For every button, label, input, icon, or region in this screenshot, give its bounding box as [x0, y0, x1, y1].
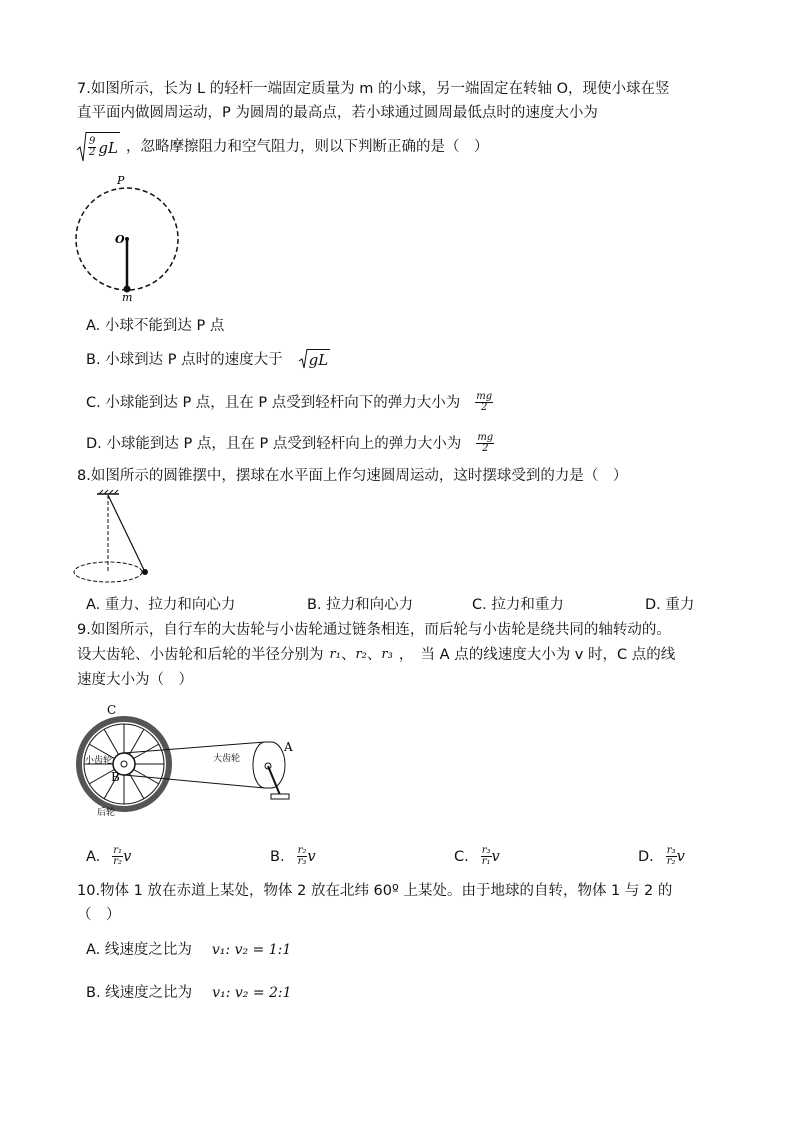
frac-denominator: r₂	[666, 856, 676, 867]
separator: 、	[366, 647, 382, 663]
q10-stem-line1: 10.物体 1 放在赤道上某处，物体 2 放在北纬 60º 上某处。由于地球的自转，物体 1 与 2 的	[77, 883, 673, 899]
frac-denominator: 2	[481, 402, 488, 413]
frac-numerator: r₃	[481, 845, 491, 856]
q7-option-d	[86, 433, 494, 454]
q8-option-c: C. 拉力和重力	[472, 597, 564, 613]
frac-denominator: r₂	[113, 856, 123, 867]
q9-option-c	[454, 846, 500, 867]
q7-stem-line3-text: ，忽略摩擦阻力和空气阻力，则以下判断正确的是（ ）	[125, 139, 489, 155]
q10-option-a	[86, 940, 291, 960]
option-letter: B.	[270, 848, 285, 865]
q10-option-b-text: B. 线速度之比为	[86, 985, 193, 1001]
separator: 、	[340, 647, 356, 663]
q10-stem-line2: （ ）	[77, 907, 121, 923]
q9-option-d	[638, 846, 685, 867]
q7-option-a: A. 小球不能到达 P 点	[86, 318, 225, 334]
q9-line2-post: ， 当 A 点的线速度大小为 v 时，C 点的线	[398, 647, 676, 663]
mass-m-label: m	[122, 291, 133, 304]
q8-stem: 8.如图所示的圆锥摆中，摆球在水平面上作匀速圆周运动，这时摆球受到的力是（ ）	[77, 468, 628, 484]
q7-stem-line3	[77, 132, 488, 162]
q10-option-b	[86, 983, 292, 1003]
q9-option-b	[270, 846, 316, 867]
q8-option-a: A. 重力、拉力和向心力	[86, 597, 236, 613]
point-b-label: B	[111, 770, 120, 784]
sqrt-gl-body: gL	[308, 351, 329, 369]
point-a-label: A	[284, 740, 293, 754]
q7-stem-line1: 7.如图所示，长为 L 的轻杆一端固定质量为 m 的小球，另一端固定在转轴 O，现使小球在竖	[77, 81, 670, 97]
frac-denominator: r₁	[481, 856, 491, 867]
q9-option-a	[86, 846, 131, 867]
q7-option-d-text: D. 小球能到达 P 点，且在 P 点受到轻杆向上的弹力大小为	[86, 435, 462, 452]
r3-symbol: r₃	[381, 647, 393, 662]
q9-line2-pre: 设大齿轮、小齿轮和后轮的半径分别为	[77, 647, 324, 663]
velocity-ratio: v₁: v₂ = 2:1	[212, 985, 292, 1001]
q9-stem-line3: 速度大小为（ ）	[77, 672, 193, 688]
q9-stem-line1: 9.如图所示，自行车的大齿轮与小齿轮通过链条相连，而后轮与小齿轮是绕共同的轴转动的。	[77, 622, 671, 638]
q7-option-c	[86, 392, 493, 413]
q7-option-c-text: C. 小球能到达 P 点，且在 P 点受到轻杆向下的弹力大小为	[86, 394, 461, 411]
sqrt-expression	[77, 132, 120, 162]
point-c-label: C	[107, 703, 117, 717]
velocity-ratio: v₁: v₂ = 1:1	[211, 942, 292, 958]
r2-symbol: r₂	[355, 647, 367, 662]
frac-numerator: mg	[477, 432, 494, 443]
sqrt-tail: gL	[98, 138, 118, 157]
q8-option-d: D. 重力	[645, 597, 695, 613]
small-gear-label: 小齿轮	[85, 756, 113, 766]
option-letter: C.	[454, 848, 469, 865]
point-p-label: P	[117, 174, 125, 187]
frac-denominator: 2	[482, 443, 489, 454]
frac-numerator: r₂	[297, 845, 307, 856]
option-letter: A.	[86, 848, 101, 865]
sqrt-gl	[299, 349, 331, 370]
conical-pendulum-figure	[72, 490, 162, 590]
q7-circle-figure	[70, 170, 180, 304]
point-o-label: O	[115, 233, 125, 246]
velocity-symbol: v	[123, 848, 132, 865]
rear-wheel-label: 后轮	[97, 808, 116, 818]
q7-option-b-text: B. 小球到达 P 点时的速度大于	[86, 351, 283, 368]
velocity-symbol: v	[676, 848, 685, 865]
frac-numerator: 9	[89, 136, 96, 147]
velocity-symbol: v	[307, 848, 316, 865]
q8-option-b: B. 拉力和向心力	[307, 597, 414, 613]
bicycle-gear-figure	[75, 700, 305, 825]
velocity-symbol: v	[491, 848, 500, 865]
option-letter: D.	[638, 848, 654, 865]
frac-denominator: r₃	[297, 856, 307, 867]
q10-option-a-text: A. 线速度之比为	[86, 942, 192, 958]
frac-numerator: mg	[476, 391, 493, 402]
q7-option-b	[86, 349, 330, 370]
q9-stem-line2	[77, 645, 675, 665]
big-gear-label: 大齿轮	[213, 754, 241, 764]
frac-numerator: r₁	[113, 845, 123, 856]
q7-stem-line2: 直平面内做圆周运动，P 为圆周的最高点，若小球通过圆周最低点时的速度大小为	[77, 105, 598, 121]
r1-symbol: r₁	[329, 647, 341, 662]
frac-numerator: r₃	[666, 845, 676, 856]
frac-denominator: 2	[89, 147, 96, 158]
